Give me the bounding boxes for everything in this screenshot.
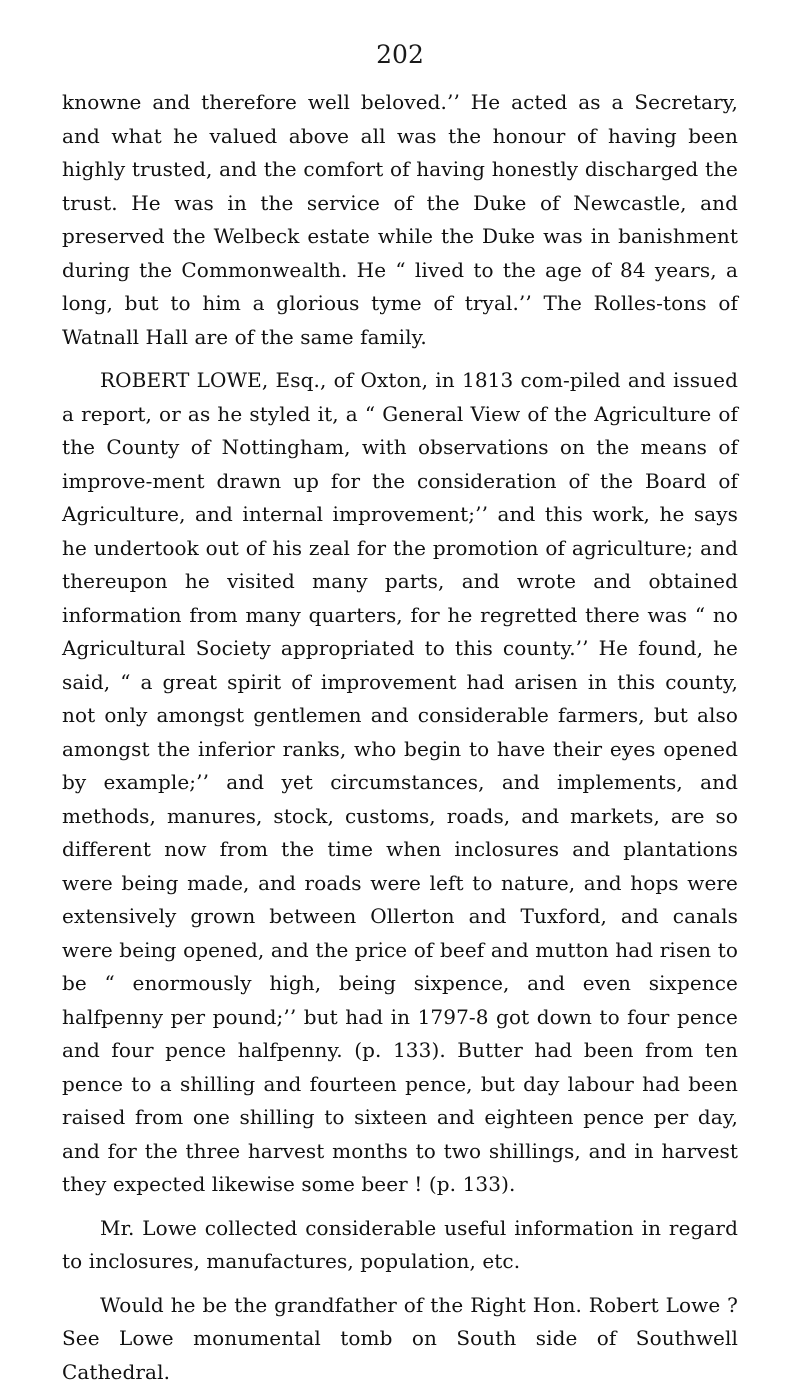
paragraph-lowe-grandfather-question: Would he be the grandfather of the Right Hon. Robert Lowe ? See Lowe monumental tomb on South side of Southwell Cathedral. bbox=[62, 1289, 738, 1389]
paragraph-rolleston-continuation: knowne and therefore well beloved.’’ He acted as a Secretary, and what he valued above all was the honour of having been highly trusted, and the comfort of having honestly discharged the trust. He was in the service of the Duke of Newcastle, and preserved the Welbeck estate while the Duke was in banishment during the Commonwealth. He “ lived to the age of 84 years, a long, but to him a glorious tyme of tryal.’’ The Rolles-tons of Watnall Hall are of the same family. bbox=[62, 86, 738, 354]
paragraph-lowe-information: Mr. Lowe collected considerable useful information in regard to inclosures, manufactures, population, etc. bbox=[62, 1212, 738, 1279]
body-text bbox=[62, 86, 738, 1389]
paragraph-robert-lowe-report: ROBERT LOWE, Esq., of Oxton, in 1813 com-piled and issued a report, or as he styled it, a “ General View of the Agriculture of the County of Nottingham, with observations on the means of improve-ment drawn up for the consideration of the Board of Agriculture, and internal improvement;’’ and this work, he says he undertook out of his zeal for the promotion of agriculture; and thereupon he visited many parts, and wrote and obtained information from many quarters, for he regretted there was “ no Agricultural Society appropriated to this county.’’ He found, he said, “ a great spirit of improvement had arisen in this county, not only amongst gentlemen and considerable farmers, but also amongst the inferior ranks, who begin to have their eyes opened by example;’’ and yet circumstances, and implements, and methods, manures, stock, customs, roads, and markets, are so different now from the time when inclosures and plantations were being made, and roads were left to nature, and hops were extensively grown between Ollerton and Tuxford, and canals were being opened, and the price of beef and mutton had risen to be “ enormously high, being sixpence, and even sixpence halfpenny per pound;’’ but had in 1797-8 got down to four pence and four pence halfpenny. (p. 133). Butter had been from ten pence to a shilling and fourteen pence, but day labour had been raised from one shilling to sixteen and eighteen pence per day, and for the three harvest months to two shillings, and in harvest they expected likewise some beer ! (p. 133). bbox=[62, 364, 738, 1202]
page-number: 202 bbox=[0, 40, 800, 69]
